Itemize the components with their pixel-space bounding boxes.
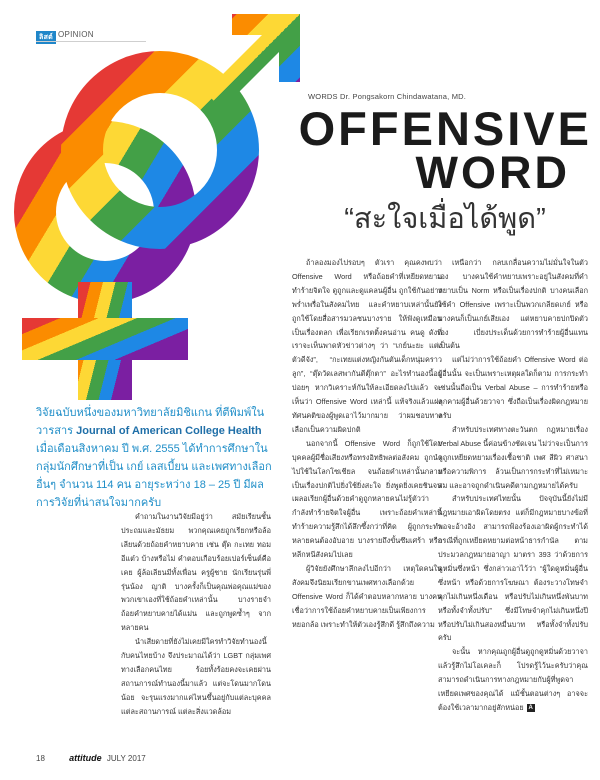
body-paragraph: เหนือกว่า กลบเกลื่อนความไม่มั่นใจในตัวเอง บางคนใช้คำหยาบเพราะอยู่ในสังคมที่คำหยาบเป็น Norm หรือเป็นเรื่องปกติ บางคนเลือกใช้คำ Offensive เพราะเป็นพวกเกลียดเกย์ หรือบางคนก็เป็นเกย์เสียเอง แต่หยาบคายปกปิดตัวเอง เบี่ยงประเด็นด้วยการทำร้ายผู้อื่นแทน เป็นต้น — [438, 258, 588, 351]
lead-text-start: วิจัยฉบับหนึ่งของมหาวิทยาลัยมิชิแกน ที่ตีพิมพ์ในวารสาร — [36, 407, 265, 437]
lead-paragraph — [36, 404, 274, 512]
body-column-3 — [438, 256, 588, 715]
section-label: OPINION — [58, 30, 94, 39]
page-number: 18 — [36, 754, 45, 763]
body-paragraph: นอกจากนี้ Offensive Word ก็ถูกใช้โดยบุคคลผู้มีชื่อเสียงหรือทรงอิทธิพลต่อสังคม ถูกนำไปใช้ในโลกโซเชียล จนถ้อยคำเหล่านั้นกลายเป็นเรื่องปกติไปยิ่งใช้ยิ่งสะใจ ยิ่งพูดยิ่งเคยชินจนเผลอเรียกผู้อื่นด้วยคำดูถูกหลายคนไม่รู้ตัวว่ากำลังทำร้ายจิตใจผู้อื่น เพราะถ้อยคำเหล่านี้ทำร้ายความรู้สึกได้ลึกซึ้งกว่าที่คิด ผู้ถูกกระทำหลายคนต้องอับอาย บางรายถึงขั้นซึมเศร้า หรือหลีกหนีสังคมไปเลย — [292, 438, 442, 560]
section-badge: ลิสต์ — [36, 31, 56, 44]
body-paragraph: ถ้าลองมองไปรอบๆ ตัวเรา คุณคงพบว่า Offensive Word หรือถ้อยคำที่เหยียดหยาม ทำร้ายจิตใจ ดูถูกและดูแคลนผู้อื่น ถูกใช้กันอย่างพร่ำเพรื่อในสังคมไทย และคำหยาบเหล่านั้นยังถูกใช้โดยสื่อสารมวลชนบางราย ให้ฟังดูเหมือนเป็นเรื่องตลก เพื่อเรียกเรตติ้งคนอ่าน คนดู ดังที่เราจะเห็นพาดหัวข่าวต่างๆ ว่า “เกย์นะยะ แต่งตัวดีจัง”, “กะเทยแต่งหญิงกันตันเด็กหนุ่มคราวลูก”, “ตุ๊ดวัดเลสพากันตีตุ๊กตา” อะไรทำนองนี้อยู่บ่อยๆ หากวิเคราะห์กันให้ละเอียดลงไปแล้ว จะเห็นว่า Offensive Word เหล่านี้ แท้จริงแล้วแฝงทัศนคติของผู้พูดเอาไว้มากมาย ว่าผมชอบทางเลือกเป็นความผิดปกติ — [292, 258, 442, 434]
body-paragraph: สำหรับประเทศทางตะวันตก กฎหมายเรื่อง Verbal Abuse นี้ค่อนข้างชัดเจน ไม่ว่าจะเป็นการดูถูกเหยียดหยามเรื่องเชื้อชาติ เพศ สีผิว ศาสนา หรือความพิการ ล้วนเป็นการกระทำที่ไม่เหมาะสม และอาจถูกดำเนินคดีตามกฎหมายได้ครับ — [438, 424, 588, 490]
body-paragraph: ผู้วิจัยยังศึกษาลึกลงไปอีกว่า เหตุใดคนในสังคมจึงนิยมเรียกขานเพศทางเลือกด้วย Offensive Word ก็ได้คำตอบหลากหลาย บางคนเชื่อว่าการใช้ถ้อยคำหยาบคายเป็นเพียงการหยอกล้อ เพราะทำให้ตัวเองรู้สึกดี รู้สึกถึงความ — [292, 563, 442, 629]
journal-name: Journal of American College Health — [76, 425, 262, 437]
article-title-line2: WORD — [415, 147, 570, 198]
closing-text: จะนั้น หากคุณถูกผู้อื่นดูถูกดูหมิ่นด้วยวาจาแล้วรู้สึกไม่โอเคละก็ โปรดรู้ไว้นะครับว่าคุณสามารถดำเนินการทางกฎหมายกับผู้ที่พูดจาเหยียดเพศของคุณได้ แม้ชั้นตอนต่างๆ อาจจะต้องใช้เวลามากอยู่สักหน่อย — [438, 647, 588, 712]
body-paragraph: นำเสียดายที่ยังไม่เคยมีใครทำวิจัยทำนองนี้กับคนไทยบ้าง จึงประมาณได้ว่า LGBT กลุ่มเพศทางเลือกคนไทย ร้อยทั้งร้อยคงจะเคยผ่านสถานการณ์ทำนองนี้มาแล้ว แต่จะโดนมากโดนน้อย จะรุนแรงมากแค่ไหนขึ้นอยู่กับแต่ละบุคคล แต่ละสถานการณ์ แต่ละสิ่งแวดล้อม — [121, 637, 271, 716]
author-credit: WORDS Dr. Pongsakorn Chindawatana, MD. — [308, 92, 467, 101]
body-column-1 — [121, 510, 271, 719]
article-subtitle: “สะใจเมื่อได้พูด” — [344, 203, 546, 235]
article-title-line1: OFFENSIVE — [298, 102, 592, 155]
body-paragraph: แต่ไม่ว่าการใช้ถ้อยคำ Offensive Word ต่อผู้อื่นนั้น จะเป็นเพราะเหตุผลใดก็ตาม การกระทำเช่นนั้นถือเป็น Verbal Abuse – การทำร้ายหรือคุกคามผู้อื่นด้วยวาจา ซึ่งถือเป็นเรื่องผิดกฎหมายครับ — [438, 355, 588, 420]
body-paragraph — [438, 645, 588, 715]
body-paragraph: คำถามในงานวิจัยมีอยู่ว่า สมัยเรียนชั้นประถมและมัธยม พวกคุณเคยถูกเรียกหรือล้อเลียนด้วยถ้อยคำหยาบคาย เช่น ตุ๊ด กะเทย ทอม อีแต๋ว บ้างหรือไม่ คำตอบเกือบร้อยเปอร์เซ็นต์คือเคย ผู้ล้อเลียนมีทั้งเพื่อน ครูผู้ชาย นักเรียนรุ่นพี่รุ่นน้อง ญาติ บางครั้งก็เป็นคุณพ่อคุณแม่ของพวกเขาเองที่ใช้ถ้อยคำเหล่านั้น บางรายจำถ้อยคำหยาบคายได้แม่น และถูกพูดซ้ำๆ จากหลายคน — [121, 512, 271, 633]
body-paragraph: สำหรับประเทศไทยนั้น ปัจจุบันนี้ยังไม่มีกฎหมายเอาผิดโดยตรง แต่ก็มีกฎหมายบางข้อที่พอจะอ้างอิง สามารถฟ้องร้องเอาผิดผู้กระทำได้ กรณีที่ถูกเหยียดหยามต่อหน้าธารกำนัล ตามประมวลกฎหมายอาญา มาตรา 393 ว่าด้วยการดูหมิ่นซึ่งหน้า ซึ่งกล่าวเอาไว้ว่า “ผู้ใดดูหมิ่นผู้อื่นซึ่งหน้า หรือด้วยการโฆษณา ต้องระวางโทษจำคุกไม่เกินหนึ่งเดือน หรือปรับไม่เกินหนึ่งพันบาท หรือทั้งจำทั้งปรับ” ซึ่งมีโทษจำคุกไม่เกินหนึ่งปี หรือปรับไม่เกินสองหมื่นบาท หรือทั้งจำทั้งปรับครับ — [438, 494, 588, 643]
lead-text-end: เมื่อเดือนสิงหาคม ปี พ.ศ. 2555 ได้ทำการศึกษาในกลุ่มนักศึกษาที่เป็น เกย์ เลสเบี้ยน และเพศทางเลือกอื่นๆ จำนวน 114 คน อายุระหว่าง 18 – 25 ปี มีผลการวิจัยที่น่าสนใจมากครับ — [36, 443, 272, 509]
page-footer — [36, 753, 146, 763]
magazine-brand: attitude — [69, 753, 102, 763]
issue-date: JULY 2017 — [106, 754, 146, 763]
body-column-2 — [292, 256, 442, 631]
end-mark-icon: A — [528, 705, 533, 712]
